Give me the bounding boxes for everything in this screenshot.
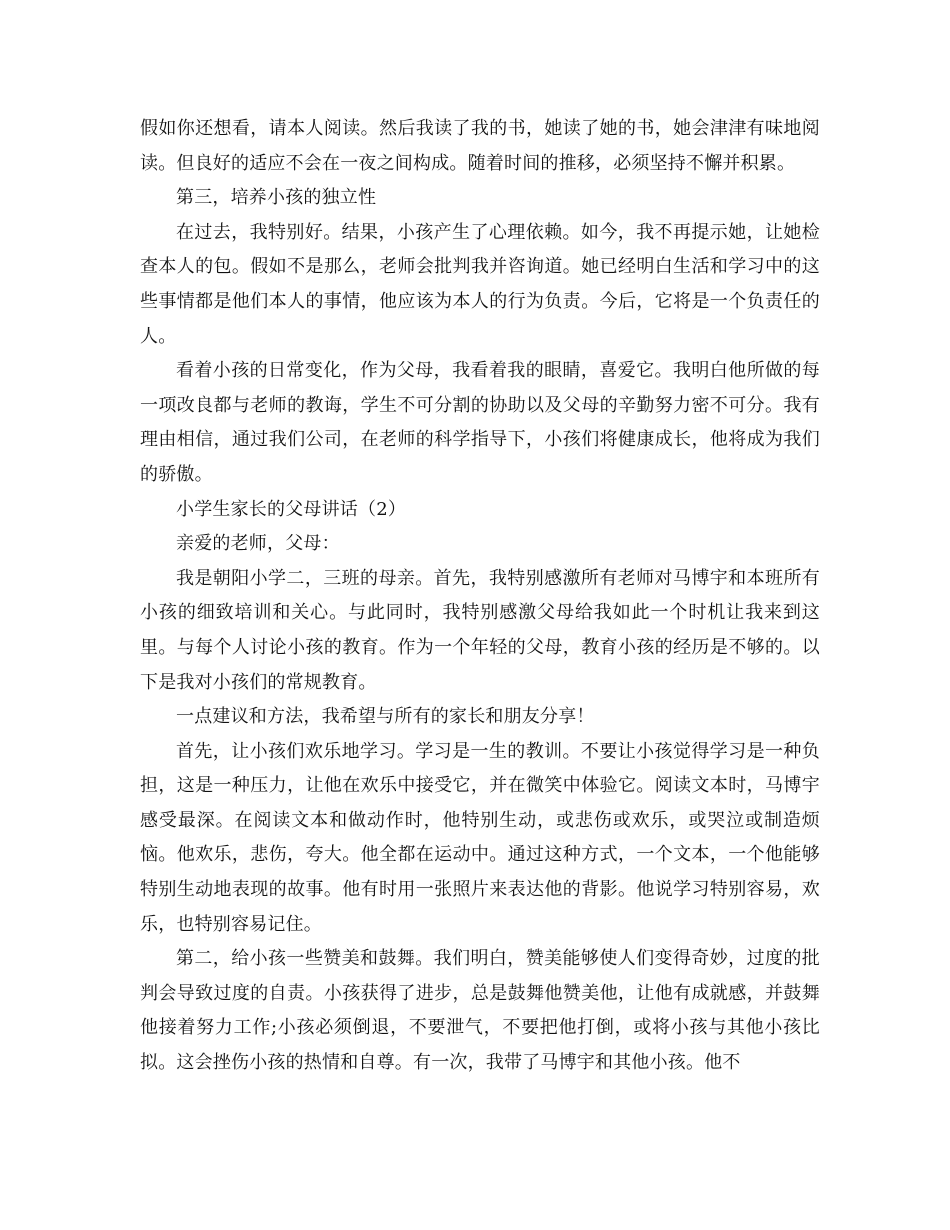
- paragraph-7: 我是朝阳小学二，三班的母亲。首先，我特别感激所有老师对马博宇和本班所有小孩的细致培训和关心。与此同时，我特别感激父母给我如此一个时机让我来到这里。与每个人讨论小孩的教育。作为一个年轻的父母，教育小孩的经历是不够的。以下是我对小孩们的常规教育。: [140, 567, 820, 693]
- paragraph-10: 第二，给小孩一些赞美和鼓舞。我们明白，赞美能够使人们变得奇妙，过度的批判会导致过度的自责。小孩获得了进步，总是鼓舞他赞美他，让他有成就感，并鼓舞他接着努力工作;小孩必须倒退，不要泄气，不要把他打倒，或将小孩与其他小孩比拟。这会挫伤小孩的热情和自尊。有一次，我带了马博宇和其他小孩。他不: [140, 948, 820, 1074]
- paragraph-9: 首先，让小孩们欢乐地学习。学习是一生的教训。不要让小孩觉得学习是一种负担，这是一种压力，让他在欢乐中接受它，并在微笑中体验它。阅读文本时，马博宇感受最深。在阅读文本和做动作时，他特别生动，或悲伤或欢乐，或哭泣或制造烦恼。他欢乐，悲伤，夸大。他全都在运动中。通过这种方式，一个文本，一个他能够特别生动地表现的故事。他有时用一张照片来表达他的背影。他说学习特别容易，欢乐，也特别容易记住。: [140, 740, 820, 935]
- section-heading-independence: 第三，培养小孩的独立性: [176, 187, 377, 209]
- document-body: [140, 112, 820, 1081]
- paragraph-3: 在过去，我特别好。结果，小孩产生了心理依赖。如今，我不再提示她，让她检查本人的包。假如不是那么，老师会批判我并咨询道。她已经明白生活和学习中的这些事情都是他们本人的事情，他应该为本人的行为负责。今后，它将是一个负责任的人。: [140, 221, 820, 347]
- paragraph-4: 看着小孩的日常变化，作为父母，我看着我的眼睛，喜爱它。我明白他所做的每一项改良都与老师的教诲，学生不可分割的协助以及父母的辛勤努力密不可分。我有理由相信，通过我们公司，在老师的科学指导下，小孩们将健康成长，他将成为我们的骄傲。: [140, 360, 820, 485]
- paragraph-1: 假如你还想看，请本人阅读。然后我读了我的书，她读了她的书，她会津津有味地阅读。但良好的适应不会在一夜之间构成。随着时间的推移，必须坚持不懈并积累。: [140, 118, 820, 174]
- salutation: 亲爱的老师，父母：: [176, 533, 340, 555]
- paragraph-8: 一点建议和方法，我希望与所有的家长和朋友分享！: [176, 706, 595, 728]
- section-heading-speech-2: 小学生家长的父母讲话（2）: [176, 498, 407, 520]
